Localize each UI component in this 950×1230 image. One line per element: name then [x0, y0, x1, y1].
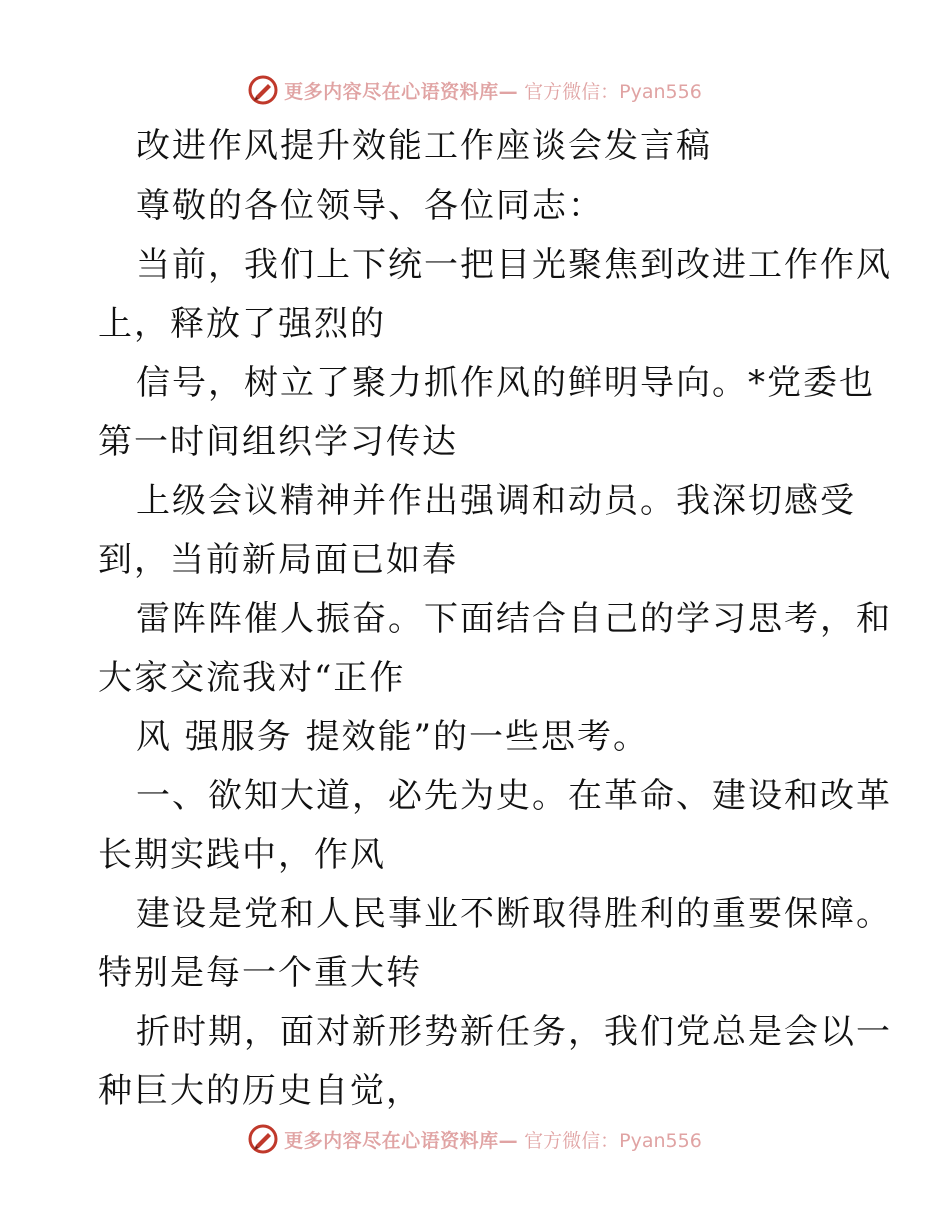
paragraph-line: 当前，我们上下统一把目光聚焦到改进工作作风: [136, 245, 892, 285]
paragraph-line: 一、欲知大道，必先为史。在革命、建设和改革: [136, 776, 892, 816]
paragraph-line: 建设是党和人民事业不断取得胜利的重要保障。: [136, 894, 892, 934]
pen-seal-icon: [248, 75, 278, 105]
paragraph-line: 大家交流我对“正作: [98, 658, 406, 698]
watermark-wechat-text: 官方微信：Pyan556: [524, 80, 702, 103]
paragraph-line: 第一时间组织学习传达: [98, 422, 458, 462]
watermark-wechat-text: 官方微信：Pyan556: [524, 1129, 702, 1152]
paragraph-line: 上，释放了强烈的: [98, 304, 386, 344]
paragraph-line: 风 强服务 提效能”的一些思考。: [136, 717, 649, 757]
paragraph-line: 种巨大的历史自觉，: [98, 1071, 422, 1111]
footer-watermark: [0, 1121, 950, 1157]
paragraph-line: 雷阵阵催人振奋。下面结合自己的学习思考，和: [136, 599, 892, 639]
paragraph-line: 长期实践中，作风: [98, 835, 386, 875]
watermark-brand-text: 更多内容尽在心语资料库—: [284, 80, 519, 103]
pen-seal-icon: [248, 1124, 278, 1154]
paragraph-line: 到，当前新局面已如春: [98, 540, 458, 580]
header-watermark: [0, 72, 950, 108]
document-title: 改进作风提升效能工作座谈会发言稿: [136, 126, 712, 166]
watermark-brand-text: 更多内容尽在心语资料库—: [284, 1129, 519, 1152]
paragraph-line: 折时期，面对新形势新任务，我们党总是会以一: [136, 1012, 892, 1052]
paragraph-line: 特别是每一个重大转: [98, 953, 422, 993]
salutation-line: 尊敬的各位领导、各位同志：: [136, 186, 604, 226]
paragraph-line: 上级会议精神并作出强调和动员。我深切感受: [136, 481, 856, 521]
paragraph-line: 信号，树立了聚力抓作风的鲜明导向。*党委也: [136, 363, 875, 403]
